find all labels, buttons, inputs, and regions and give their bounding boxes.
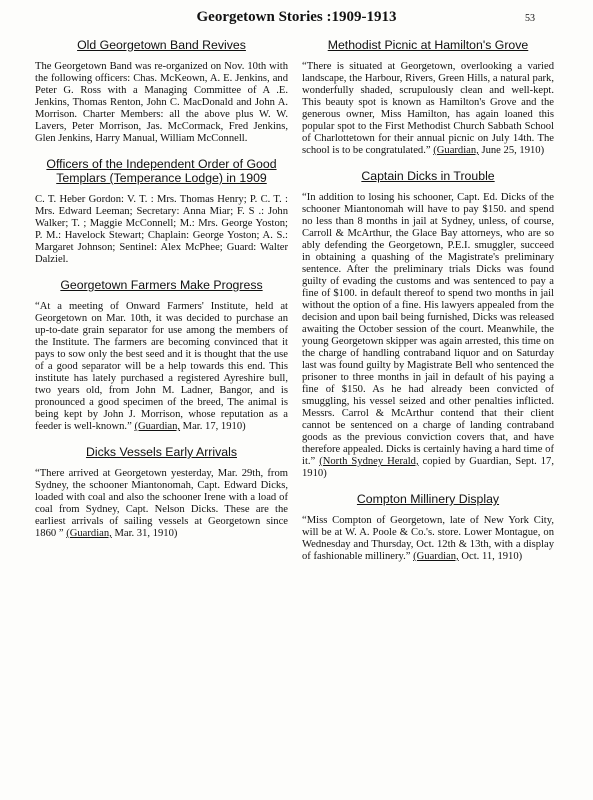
article-body: “In addition to losing his schooner, Capt. Ed. Dicks of the schooner Miantonomah will have to pay $150. and spend no less than 8 months in jail at Sydney, unless, of course, Carroll & McArthur, the Glace Bay attorneys, who are so ably defending the Georgetown, P.E.I. smuggler, succeed in obtaining a quashing of the Magistrate's preliminary sentence. After the preliminary trials Dicks was found guilty of evading the customs and was sentenced to pay a fine of $100. in default thereof to spend two months in jail without the option of a fine. His lawyers appealed from the decision and upon bail being furnished, Dicks was released awaiting the October session of the court. Meanwhile, the young Georgetown skipper was again arrested, this time on the charge of handling contraband liquor and on Saturday last was found guilty by Magistrate Bell who sentenced the prisoner to three months in jail in default of his paying a fine of $150. As he had already been convicted of smuggling, his vessel seized and other penalties inflicted. Messrs. Carrol & McArthur contend that their client cannot be sentenced on a charge of landing contraband goods as the previous conviction covers that, and have therefore appealed. Dicks is certainly having a hard time of it.” (North Sydney Herald, copied by Guardian, Sept. 17, 1910) xyxy=(302,192,554,479)
article xyxy=(35,278,288,433)
article-body: “There arrived at Georgetown yesterday, Mar. 29th, from Sydney, the schooner Miantonomah, Capt. Edward Dicks, loaded with coal and also the schooner Irene with a load of coal from Sydney, Capt. Nelson Dicks. These are the earliest arrivals of sailing vessels at Georgetown since 1860 ” (Guardian, Mar. 31, 1910) xyxy=(35,468,288,539)
page-title: Georgetown Stories :1909-1913 xyxy=(196,9,397,25)
article xyxy=(302,169,554,480)
article xyxy=(302,38,554,157)
article-title: Dicks Vessels Early Arrivals xyxy=(85,445,237,459)
article-title: Captain Dicks in Trouble xyxy=(361,169,495,183)
article-body: “Miss Compton of Georgetown, late of New York City, will be at W. A. Poole & Co.'s. store. Lower Montague, on Wednesday and Thursday, Oct. 12th & 13th, with a display of fashionable millinery.” (Guardian, Oct. 11, 1910) xyxy=(302,515,554,562)
article-body: “At a meeting of Onward Farmers' Institute, held at Georgetown on Mar. 10th, it was decided to purchase an up-to-date grain separator for use among the members of the Institute. The farmers are becoming convinced that it pays to sow only the best seed and it is thought that the use of a good separator will be a help towards this end. This institute has lately purchased a registered Ayreshire bull, two years old, from John M. Ladner, Bangor, and is pronounced a good specimen of the breed, The animal is being kept by John J. Morrison, whose reputation as a feeder is well-known.” (Guardian, Mar. 17, 1910) xyxy=(35,301,288,432)
article-source-date: copied by Guardian, Sept. 17, 1910) xyxy=(302,456,554,479)
article-source-date: June 25, 1910) xyxy=(478,145,545,156)
article-body: C. T. Heber Gordon: V. T. : Mrs. Thomas Henry; P. C. T. : Mrs. Edward Leeman; Secretary: Anna Miar; F. S .: John Walker; T. ; Maggie McConnell; M.: Mrs. George Yoston; P. M.: Havelock Stewart; Chaplain: George Yoston; A. S.: Margaret Johnson; Sentinel: Alex McPhee; Guard: Walter Dalziel. xyxy=(35,194,288,265)
page-number: 53 xyxy=(525,13,535,24)
article-body: The Georgetown Band was re-organized on Nov. 10th with the following officers: Chas. McKeown, A. E. Jenkins, and Peter G. Ross with a Managing Committee of A .E. Jenkins, Thomas Renton, John C. MacDonald and John A. Morrison. Charter Members: all the above plus W. W. Lavers, Peter Morrison, Jas. McCormack, Fred Jenkins, Glen Jenkins, Harry Manual, William McConnell. xyxy=(35,61,288,144)
article-title: Officers of the Independent Order of Good Templars (Temperance Lodge) in 1909 xyxy=(46,157,277,185)
article xyxy=(35,38,288,145)
article-source: (North Sydney Herald, xyxy=(319,456,419,467)
article-body: “There is situated at Georgetown, overlooking a varied landscape, the Harbour, Rivers, Green Hills, a natural park, wonderfully shaded, scrupulously clean and well-kept. This beauty spot is known as Hamilton's Grove and the generous owner, Miss Hamilton, has again loaned this popular spot to the First Methodist Church Sabbath School of Charlottetown for their annual picnic on July 14th. The school is to be congratulated.” (Guardian, June 25, 1910) xyxy=(302,61,554,156)
article-source: (Guardian, xyxy=(134,421,181,432)
article-source: (Guardian, xyxy=(413,551,459,562)
article-title: Old Georgetown Band Revives xyxy=(77,38,246,52)
article-title: Georgetown Farmers Make Progress xyxy=(60,278,263,292)
article-source-date: Mar. 31, 1910) xyxy=(111,528,178,539)
article-source-date: Oct. 11, 1910) xyxy=(458,551,523,562)
article-title: Methodist Picnic at Hamilton's Grove xyxy=(327,38,529,52)
article-source: (Guardian, xyxy=(433,145,479,156)
left-column xyxy=(35,38,288,552)
article-source: (Guardian, xyxy=(66,528,112,539)
article xyxy=(35,157,288,266)
article xyxy=(302,492,554,563)
article xyxy=(35,445,288,540)
article-title: Compton Millinery Display xyxy=(356,492,500,506)
article-source-date: Mar. 17, 1910) xyxy=(180,421,246,432)
right-column xyxy=(302,38,554,575)
